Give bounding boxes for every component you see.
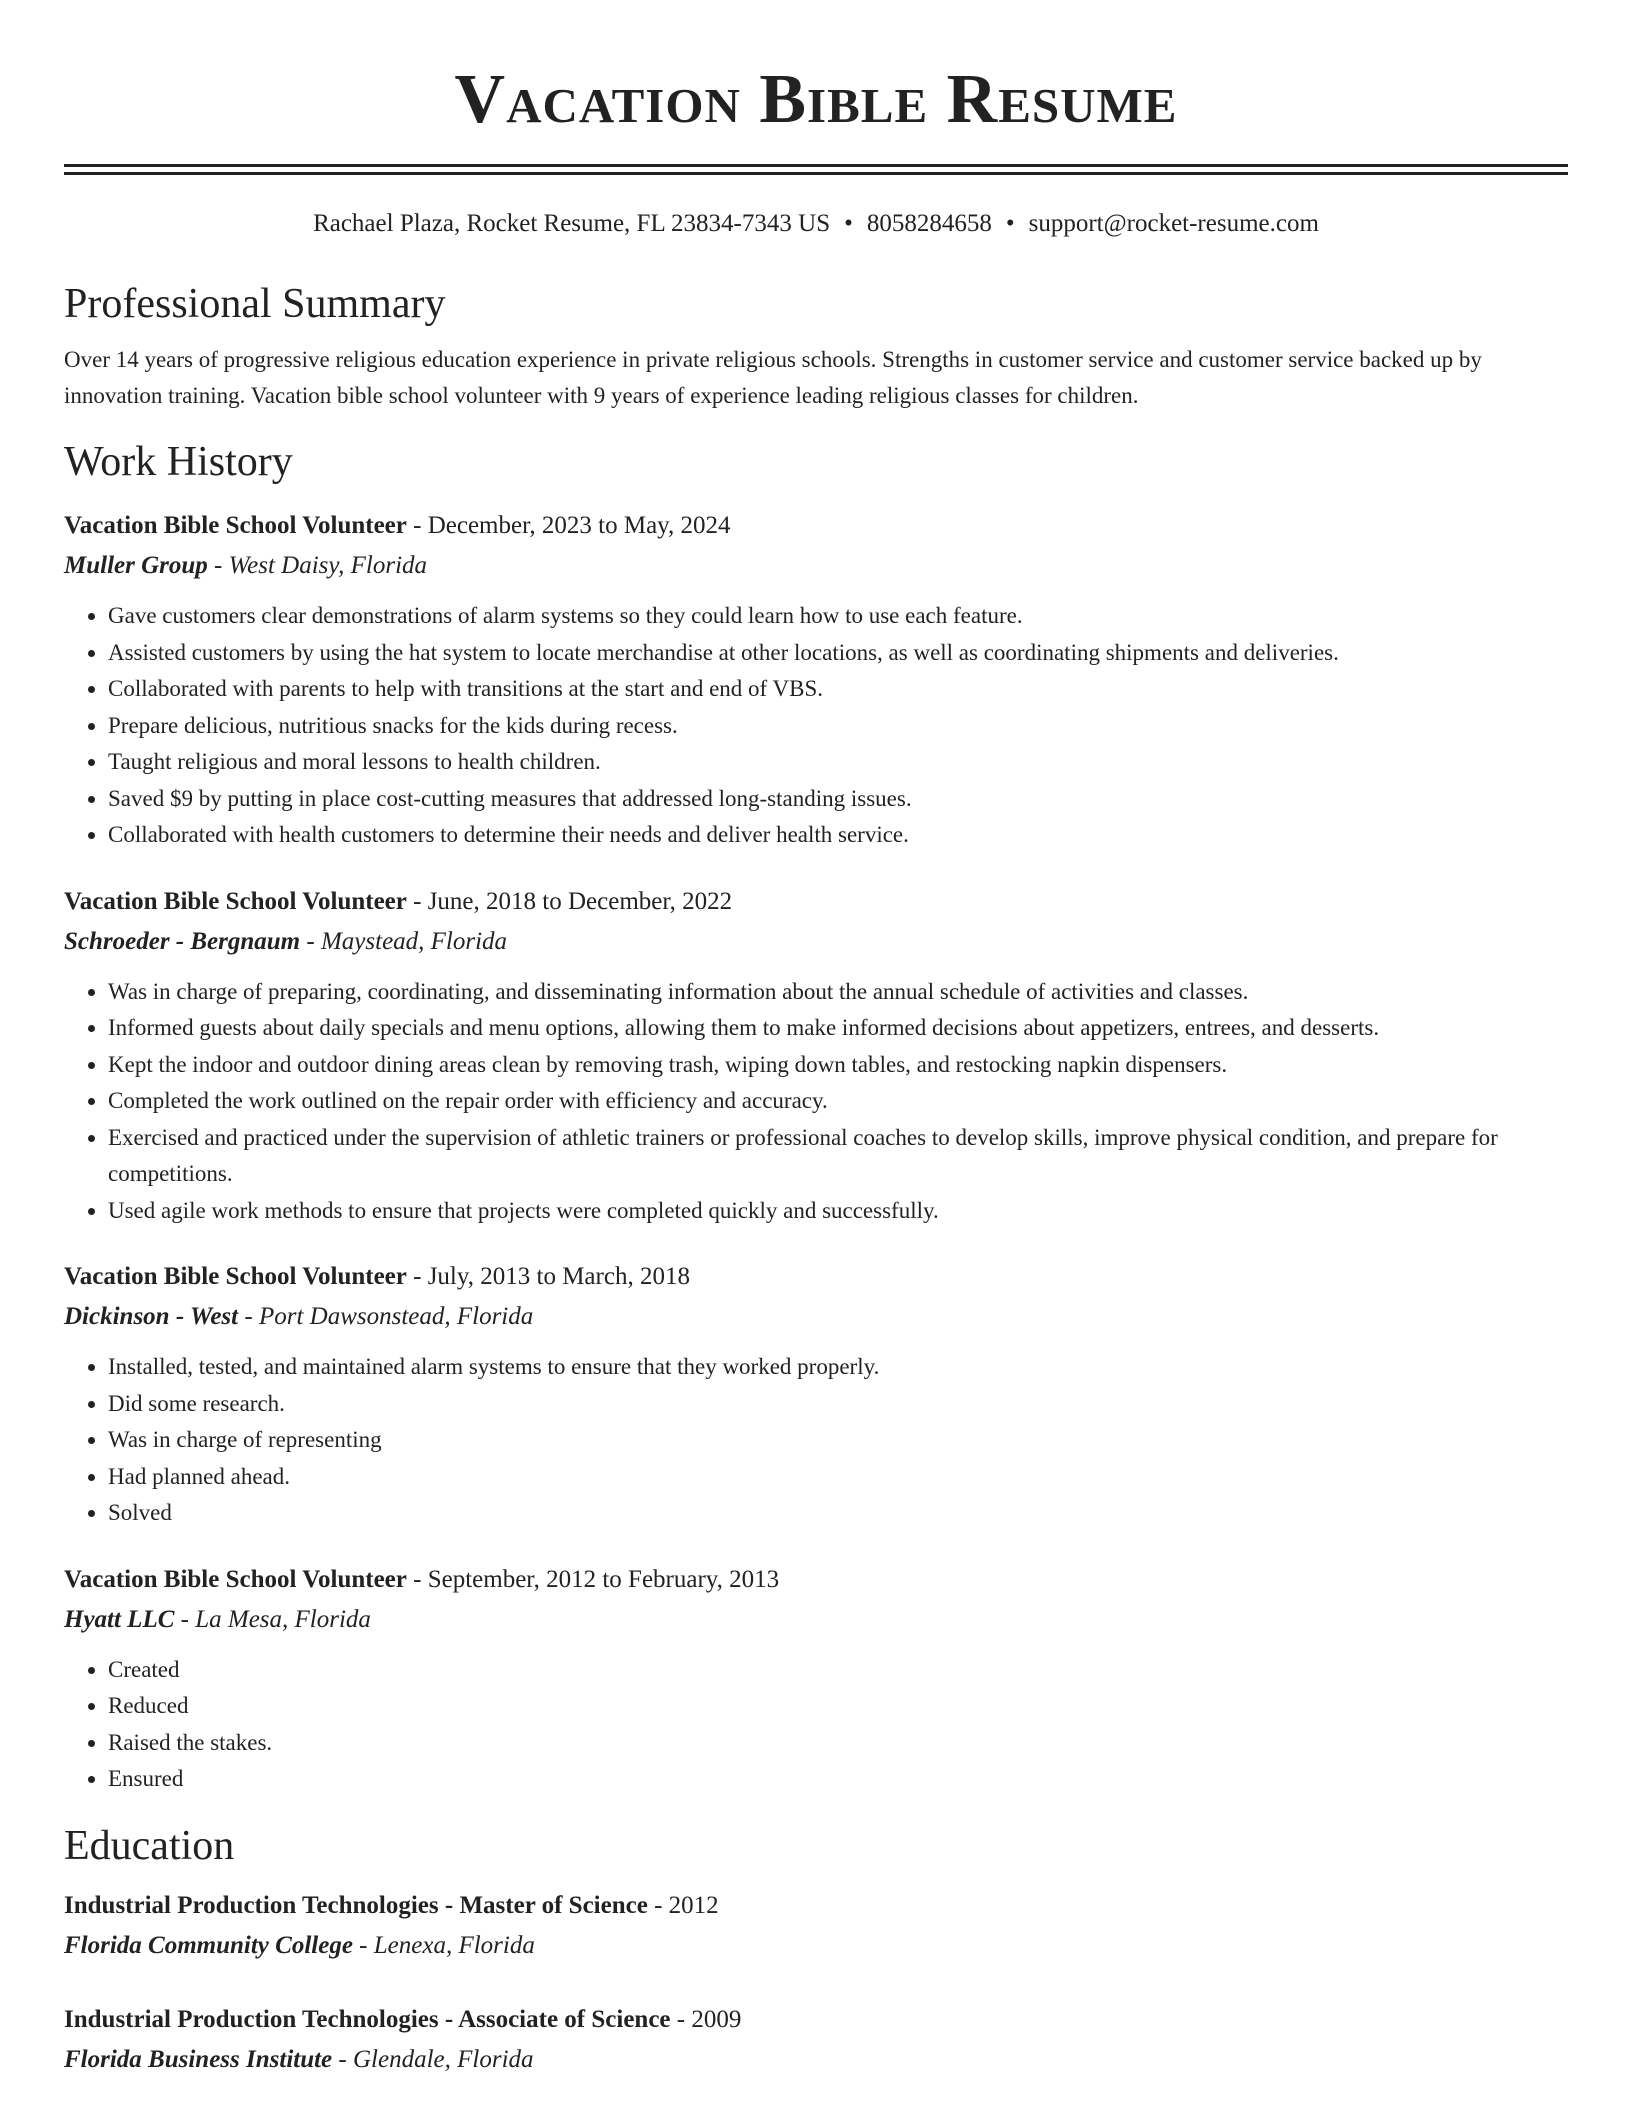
resume-title: Vacation Bible Resume <box>454 61 1178 138</box>
company-location: West Daisy, Florida <box>228 552 428 579</box>
school-line <box>64 2042 1568 2078</box>
dash: - <box>406 1263 428 1290</box>
list-item: • Was in charge of representing <box>108 1422 1568 1459</box>
job-dates: July, 2013 to March, 2018 <box>427 1263 690 1290</box>
list-item: • Prepare delicious, nutritious snacks for the kids during recess. <box>108 708 1568 745</box>
work-history-heading: Work History <box>64 439 293 485</box>
list-item: • Saved $9 by putting in place cost-cutting measures that addressed long-standing issues. <box>108 781 1568 818</box>
education-heading: Education <box>64 1822 235 1869</box>
school-location: Lenexa, Florida <box>373 1931 535 1959</box>
contact-separator: • <box>844 210 853 237</box>
list-item: • Reduced <box>108 1688 1568 1725</box>
list-item: • Collaborated with parents to help with transitions at the start and end of VBS. <box>108 671 1568 708</box>
dash: - <box>406 512 428 539</box>
job-dates: December, 2023 to May, 2024 <box>427 512 731 539</box>
list-item: • Assisted customers by using the hat system to locate merchandise at other locations, as well as coordinating shipments and deliveries. <box>108 635 1568 672</box>
list-item: • Ensured <box>108 1761 1568 1798</box>
education-entry <box>64 1888 1568 1964</box>
job-bullets <box>64 974 1568 1230</box>
school-line <box>64 1928 1568 1964</box>
job-entry <box>64 508 1568 854</box>
company-name: Dickinson - West <box>64 1303 239 1330</box>
list-item: • Taught religious and moral lessons to health children. <box>108 744 1568 781</box>
job-title-line <box>64 1562 1568 1598</box>
summary-text: Over 14 years of progressive religious education experience in private religious schools. Strengths in customer service and customer service backed up by innovation training. Vacation bible school volunteer with 9 years of experience leading religious classes for children. <box>64 347 1482 408</box>
list-item: • Raised the stakes. <box>108 1725 1568 1762</box>
contact-email: support@rocket-resume.com <box>1028 210 1319 237</box>
list-item: • Used agile work methods to ensure that projects were completed quickly and successfully. <box>108 1193 1568 1230</box>
job-entry <box>64 1259 1568 1532</box>
job-entry <box>64 1562 1568 1798</box>
job-title-line <box>64 508 1568 544</box>
company-line <box>64 924 1568 960</box>
company-line <box>64 548 1568 584</box>
list-item: • Did some research. <box>108 1386 1568 1423</box>
dash: - <box>332 2045 353 2073</box>
school-name: Florida Business Institute <box>64 2045 333 2073</box>
dash: - <box>406 887 428 915</box>
contact-line <box>64 208 1568 240</box>
job-bullets <box>64 598 1568 854</box>
dash: - <box>238 1303 259 1330</box>
dash: - <box>352 1931 374 1959</box>
list-item: • Created <box>108 1652 1568 1689</box>
company-name: Hyatt LLC <box>64 1605 175 1633</box>
company-location: Port Dawsonstead, Florida <box>258 1303 534 1330</box>
list-item: • Had planned ahead. <box>108 1459 1568 1496</box>
list-item: • Installed, tested, and maintained alarm systems to ensure that they worked properly. <box>108 1349 1568 1386</box>
dash: - <box>670 2005 692 2033</box>
list-item: • Informed guests about daily specials and menu options, allowing them to make informed decisions about appetizers, entrees, and desserts. <box>108 1010 1568 1047</box>
contact-phone: 8058284658 <box>866 210 992 237</box>
job-entry <box>64 884 1568 1230</box>
job-title: Vacation Bible School Volunteer <box>64 887 407 915</box>
degree-year: 2009 <box>691 2005 742 2033</box>
contact-address: Rachael Plaza, Rocket Resume, FL 23834-7343 US <box>313 210 831 237</box>
job-title-line <box>64 884 1568 920</box>
dash: - <box>300 927 321 955</box>
list-item: • Solved <box>108 1495 1568 1532</box>
list-item: • Collaborated with health customers to determine their needs and deliver health service. <box>108 817 1568 854</box>
school-name: Florida Community College <box>64 1931 353 1959</box>
list-item: • Completed the work outlined on the repair order with efficiency and accuracy. <box>108 1083 1568 1120</box>
list-item: • Exercised and practiced under the supervision of athletic trainers or professional coaches to develop skills, improve physical condition, and prepare for competitions. <box>108 1120 1568 1193</box>
dash: - <box>174 1605 196 1633</box>
list-item: • Gave customers clear demonstrations of alarm systems so they could learn how to use each feature. <box>108 598 1568 635</box>
degree-name: Industrial Production Technologies - Associate of Science <box>64 2005 671 2033</box>
degree-line <box>64 1888 1568 1924</box>
school-location: Glendale, Florida <box>352 2045 534 2073</box>
company-name: Schroeder - Bergnaum <box>64 927 301 955</box>
list-item: • Kept the indoor and outdoor dining areas clean by removing trash, wiping down tables, and restocking napkin dispensers. <box>108 1047 1568 1084</box>
company-name: Muller Group <box>64 552 208 579</box>
contact-separator: • <box>1005 210 1015 237</box>
company-line <box>64 1299 1568 1335</box>
job-dates: September, 2012 to February, 2013 <box>427 1565 780 1593</box>
job-bullets <box>64 1349 1568 1532</box>
job-title: Vacation Bible School Volunteer <box>64 1263 407 1290</box>
job-title: Vacation Bible School Volunteer <box>64 512 407 539</box>
job-bullets <box>64 1652 1568 1798</box>
dash: - <box>207 552 229 579</box>
job-dates: June, 2018 to December, 2022 <box>427 887 733 915</box>
work-history-list <box>64 508 1568 1798</box>
degree-line <box>64 2002 1568 2038</box>
degree-year: 2012 <box>668 1891 719 1919</box>
title-double-rule <box>64 164 1568 175</box>
job-title-line <box>64 1259 1568 1295</box>
job-title: Vacation Bible School Volunteer <box>64 1565 407 1593</box>
degree-name: Industrial Production Technologies - Master of Science <box>64 1891 648 1919</box>
company-line <box>64 1602 1568 1638</box>
summary-heading: Professional Summary <box>64 281 446 327</box>
education-entry <box>64 2002 1568 2078</box>
company-location: Maystead, Florida <box>320 927 508 955</box>
dash: - <box>647 1891 669 1919</box>
dash: - <box>406 1565 428 1593</box>
company-location: La Mesa, Florida <box>195 1605 371 1633</box>
list-item: • Was in charge of preparing, coordinating, and disseminating information about the annual schedule of activities and classes. <box>108 974 1568 1011</box>
